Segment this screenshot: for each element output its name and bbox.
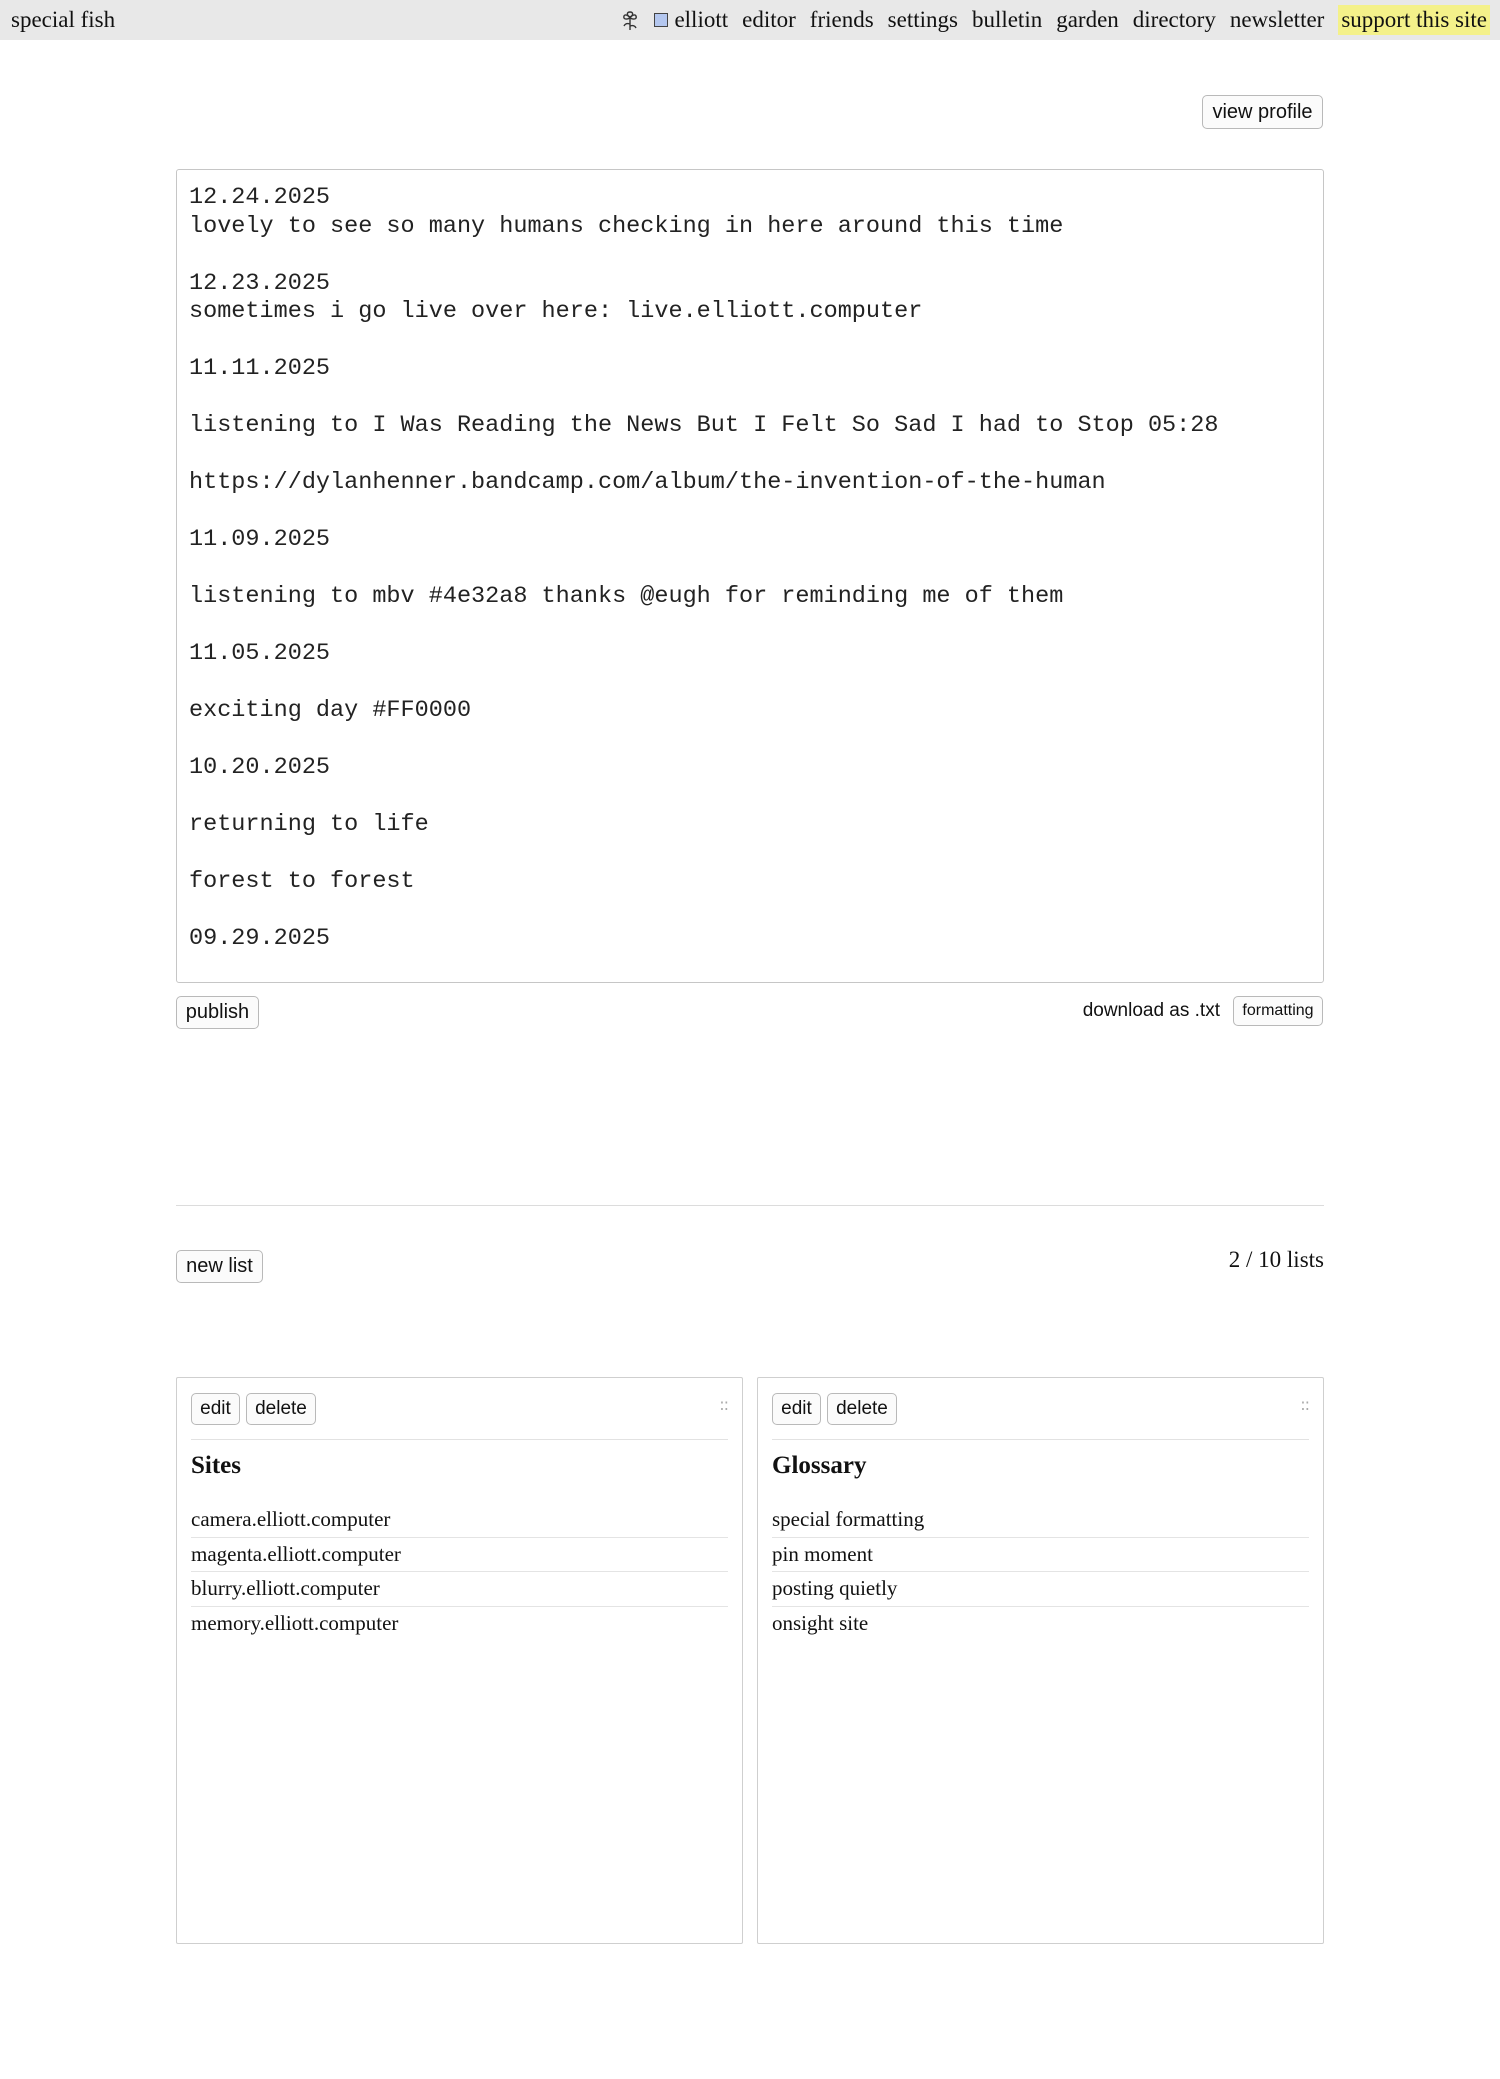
card-divider <box>191 1439 728 1440</box>
edit-list-button[interactable]: edit <box>191 1393 240 1425</box>
view-profile-button[interactable]: view profile <box>1202 95 1323 129</box>
flower-icon[interactable] <box>620 9 640 31</box>
delete-list-button[interactable]: delete <box>246 1393 316 1425</box>
nav-user-elliott[interactable]: elliott <box>674 7 729 32</box>
delete-list-button[interactable]: delete <box>827 1393 897 1425</box>
main-nav <box>620 0 1490 40</box>
list-card-glossary <box>757 1377 1324 1944</box>
status-editor-textarea[interactable]: 12.24.2025 lovely to see so many humans checking in here around this time 12.23.2025 sometimes i go live over here: live.elliott.computer 11.11.2025 listening to I Was Reading the News But I Felt So Sad I had to Stop 05:28 https://dylanhenner.bandcamp.com/album/the-invention-of-the-human 11.09.2025 listening to mbv #4e32a8 thanks @eugh for reminding me of them 11.05.2025 exciting day #FF0000 10.20.2025 returning to life forest to forest 09.29.2025 <box>176 169 1324 983</box>
list-entries <box>191 1503 728 1641</box>
nav-editor[interactable]: editor <box>742 7 796 32</box>
user-color-swatch <box>654 13 668 27</box>
nav-settings[interactable]: settings <box>887 7 958 32</box>
support-site-link[interactable]: support this site <box>1338 5 1490 35</box>
list-title: Glossary <box>772 1452 867 1479</box>
nav-bulletin[interactable]: bulletin <box>971 7 1043 32</box>
list-item: magenta.elliott.computer <box>191 1538 728 1573</box>
top-bar <box>0 0 1500 40</box>
list-item: camera.elliott.computer <box>191 1503 728 1538</box>
list-entries <box>772 1503 1309 1641</box>
drag-handle-icon[interactable]: :: <box>1300 1395 1309 1414</box>
drag-handle-icon[interactable]: :: <box>719 1395 728 1414</box>
list-item: special formatting <box>772 1503 1309 1538</box>
nav-newsletter[interactable]: newsletter <box>1229 7 1325 32</box>
new-list-button[interactable]: new list <box>176 1250 263 1283</box>
formatting-button[interactable]: formatting <box>1233 996 1323 1026</box>
list-item: posting quietly <box>772 1572 1309 1607</box>
nav-directory[interactable]: directory <box>1132 7 1216 32</box>
list-item: pin moment <box>772 1538 1309 1573</box>
nav-friends[interactable]: friends <box>809 7 874 32</box>
publish-button[interactable]: publish <box>176 996 259 1029</box>
download-txt-link[interactable]: download as .txt <box>1082 1000 1220 1021</box>
edit-list-button[interactable]: edit <box>772 1393 821 1425</box>
site-brand[interactable]: special fish <box>11 7 116 32</box>
list-item: blurry.elliott.computer <box>191 1572 728 1607</box>
list-title: Sites <box>191 1452 241 1479</box>
list-count: 2 / 10 lists <box>1228 1247 1324 1272</box>
section-divider <box>176 1205 1324 1206</box>
list-item: onsight site <box>772 1610 869 1635</box>
nav-garden[interactable]: garden <box>1056 7 1119 32</box>
list-item: memory.elliott.computer <box>191 1610 399 1635</box>
list-card-sites <box>176 1377 743 1944</box>
card-divider <box>772 1439 1309 1440</box>
